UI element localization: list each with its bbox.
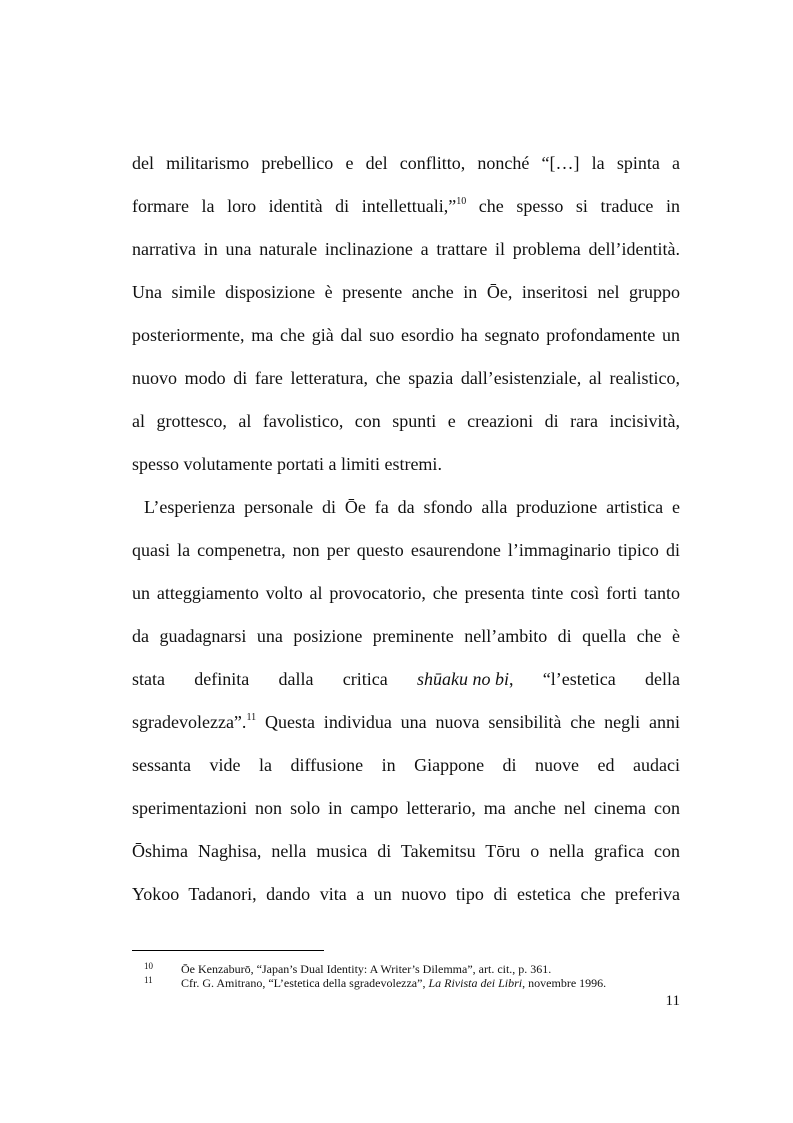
footnote-ref[interactable]: 10 xyxy=(456,196,467,207)
text-line: spesso volutamente portati a limiti estremi. xyxy=(132,454,442,474)
footnote-number: 10 xyxy=(144,961,153,971)
italic-term: shūaku no bi xyxy=(417,669,509,689)
footnote-text: Ōe Kenzaburō, “Japan’s Dual Identity: A Writer’s Dilemma”, art. cit., p. 361. xyxy=(181,962,552,976)
footnote-ref[interactable]: 11 xyxy=(246,712,257,723)
text-line: Yokoo Tadanori, dando vita a un nuovo tipo di estetica che preferiva xyxy=(132,884,680,904)
footnote-number: 11 xyxy=(144,975,153,985)
footnote-divider xyxy=(132,950,324,951)
text-line: Una simile disposizione è presente anche in Ōe, inseritosi nel gruppo xyxy=(132,282,680,302)
text-line: stata definita dalla critica shūaku no bi, “l’estetica della xyxy=(132,669,680,689)
text-line: da guadagnarsi una posizione preminente nell’ambito di quella che è xyxy=(132,626,680,646)
text-line: al grottesco, al favolistico, con spunti e creazioni di rara incisività, xyxy=(132,411,680,431)
text-line: nuovo modo di fare letteratura, che spazia dall’esistenziale, al realistico, xyxy=(132,368,680,388)
text-line: sessanta vide la diffusione in Giappone di nuove ed audaci xyxy=(132,755,680,775)
page-number: 11 xyxy=(665,993,680,1009)
text-line: sperimentazioni non solo in campo letterario, ma anche nel cinema con xyxy=(132,798,680,818)
text-line: quasi la compenetra, non per questo esaurendone l’immaginario tipico di xyxy=(132,540,680,560)
text-line: del militarismo prebellico e del conflitto, nonché “[…] la spinta a xyxy=(132,153,680,173)
text-line: sgradevolezza”.$^{11}$ Questa individua una nuova sensibilità che negli anni xyxy=(132,712,680,732)
text-line: un atteggiamento volto al provocatorio, che presenta tinte così forti tanto xyxy=(132,583,680,603)
text-line: L’esperienza personale di Ōe fa da sfondo alla produzione artistica e xyxy=(144,497,680,517)
text-line: narrativa in una naturale inclinazione a trattare il problema dell’identità. xyxy=(132,239,680,259)
text-line: Ōshima Naghisa, nella musica di Takemitsu Tōru o nella grafica con xyxy=(132,841,680,861)
footnote-text: Cfr. G. Amitrano, “L’estetica della sgradevolezza”, La Rivista dei Libri, novembre 1996. xyxy=(181,976,607,990)
text-line: posteriormente, ma che già dal suo esordio ha segnato profondamente un xyxy=(132,325,680,345)
text-line: formare la loro identità di intellettuali,”$^{10}$ che spesso si traduce in xyxy=(132,196,680,216)
